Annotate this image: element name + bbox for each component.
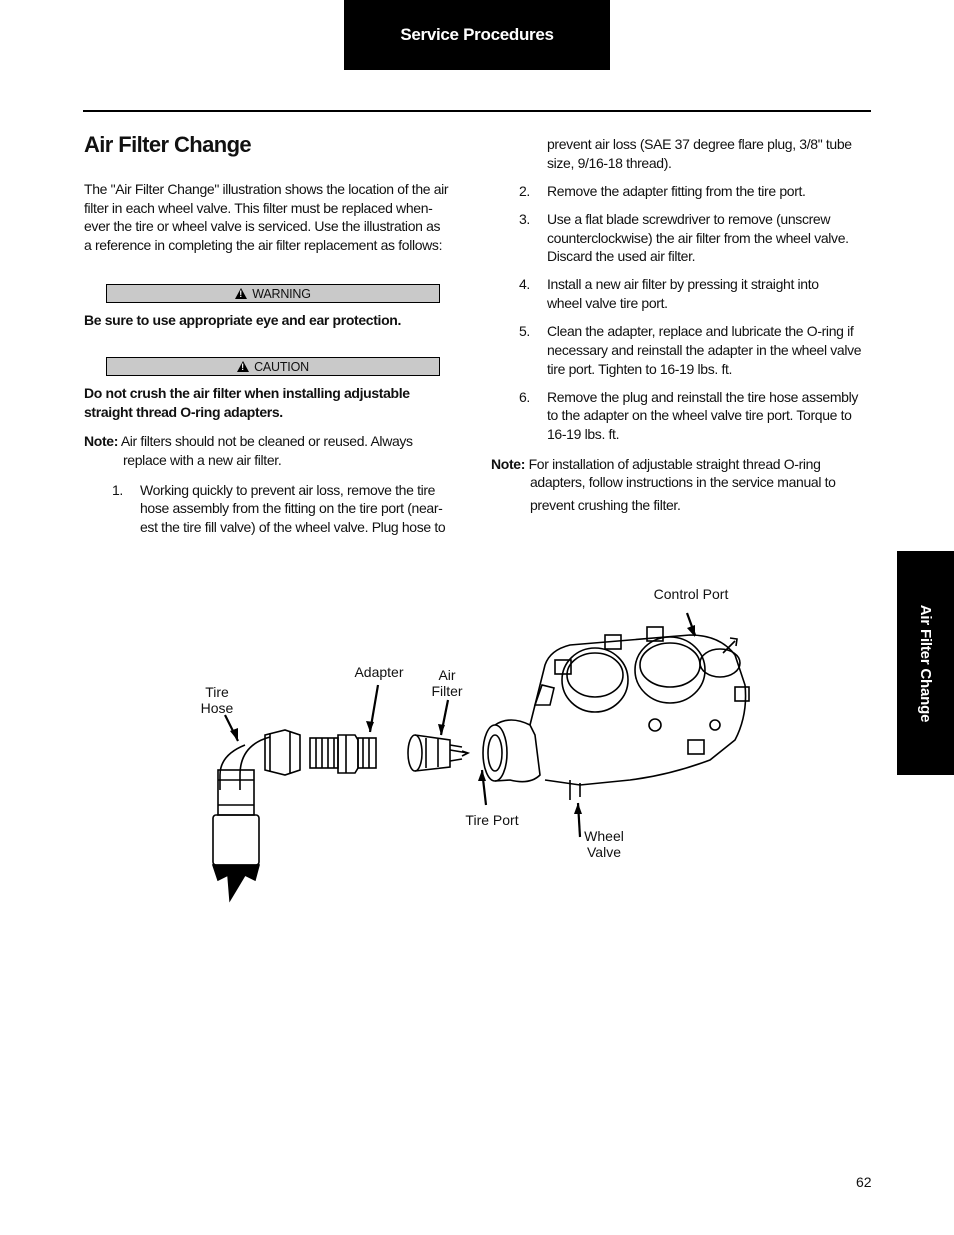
step-text: Install a new air filter by pressing it straight into bbox=[547, 276, 819, 292]
step-number: 1. bbox=[112, 482, 123, 498]
note-text: replace with a new air filter. bbox=[123, 452, 282, 468]
step-text: Clean the adapter, replace and lubricate the O-ring if bbox=[547, 323, 854, 339]
step-text: prevent air loss (SAE 37 degree flare plug, 3/8" tube bbox=[547, 136, 852, 152]
label-tire-hose: Hose bbox=[200, 700, 234, 716]
side-tab-label: Air Filter Change bbox=[917, 604, 935, 722]
note-text: For installation of adjustable straight thread O-ring bbox=[528, 456, 821, 472]
step-text: to the adapter on the wheel valve tire port. Torque to bbox=[547, 407, 852, 423]
step-number: 5. bbox=[519, 323, 530, 339]
page-number: 62 bbox=[856, 1174, 872, 1190]
step-text: Working quickly to prevent air loss, remove the tire bbox=[140, 482, 436, 498]
label-wheel-valve: Wheel bbox=[584, 828, 624, 844]
warning-banner bbox=[106, 284, 440, 303]
caution-banner bbox=[106, 357, 440, 376]
section-tab-label: Service Procedures bbox=[400, 25, 554, 44]
warning-text: Be sure to use appropriate eye and ear protection. bbox=[84, 312, 402, 328]
tire-hose-drawing bbox=[213, 730, 300, 900]
step-text: necessary and reinstall the adapter in the wheel valve bbox=[547, 342, 862, 358]
label-control-port: Control Port bbox=[653, 586, 729, 602]
step-number: 6. bbox=[519, 389, 530, 405]
label-adapter: Adapter bbox=[354, 664, 404, 680]
caution-text: Do not crush the air filter when installing adjustable bbox=[84, 385, 410, 401]
note-text: Air filters should not be cleaned or reused. Always bbox=[120, 433, 413, 449]
intro-line: The "Air Filter Change" illustration shows the location of the air bbox=[84, 181, 449, 197]
step-text: counterclockwise) the air filter from the wheel valve. bbox=[547, 230, 849, 246]
label-air-filter: Air bbox=[438, 667, 456, 683]
caution-label: CAUTION bbox=[254, 359, 309, 374]
step-number: 3. bbox=[519, 211, 530, 227]
step-number: 4. bbox=[519, 276, 530, 292]
air-filter-illustration bbox=[150, 575, 770, 915]
note-label: Note: bbox=[491, 456, 526, 472]
intro-line: ever the tire or wheel valve is serviced. Use the illustration as bbox=[84, 218, 441, 234]
step-text: hose assembly from the fitting on the tire port (near- bbox=[140, 500, 443, 516]
step-number: 2. bbox=[519, 183, 530, 199]
header-rule bbox=[83, 110, 871, 112]
step-text: Use a flat blade screwdriver to remove (unscrew bbox=[547, 211, 831, 227]
section-tab bbox=[344, 0, 610, 70]
warning-icon bbox=[235, 288, 247, 299]
label-tire-hose: Tire bbox=[205, 684, 229, 700]
intro-line: filter in each wheel valve. This filter must be replaced when- bbox=[84, 200, 433, 216]
note-label: Note: bbox=[84, 433, 119, 449]
note-2 bbox=[491, 455, 821, 474]
note-1 bbox=[84, 432, 413, 451]
note-text: prevent crushing the filter. bbox=[530, 497, 681, 513]
step-text: wheel valve tire port. bbox=[547, 295, 668, 311]
adapter-drawing bbox=[310, 735, 376, 773]
step-text: size, 9/16-18 thread). bbox=[547, 155, 672, 171]
note-text: adapters, follow instructions in the service manual to bbox=[530, 474, 836, 490]
step-text: est the tire fill valve) of the wheel valve. Plug hose to bbox=[140, 519, 446, 535]
page-title: Air Filter Change bbox=[84, 132, 252, 157]
air-filter-drawing bbox=[408, 735, 468, 771]
intro-line: a reference in completing the air filter replacement as follows: bbox=[84, 237, 443, 253]
step-text: Remove the plug and reinstall the tire hose assembly bbox=[547, 389, 858, 405]
label-tire-port: Tire Port bbox=[465, 812, 519, 828]
wheel-valve-drawing bbox=[483, 627, 749, 800]
label-air-filter: Filter bbox=[431, 683, 463, 699]
step-text: Discard the used air filter. bbox=[547, 248, 696, 264]
label-wheel-valve: Valve bbox=[587, 844, 621, 860]
step-text: Remove the adapter fitting from the tire port. bbox=[547, 183, 806, 199]
step-text: tire port. Tighten to 16-19 lbs. ft. bbox=[547, 361, 733, 377]
side-tab bbox=[897, 551, 954, 775]
caution-text: straight thread O-ring adapters. bbox=[84, 404, 283, 420]
warning-label: WARNING bbox=[252, 286, 311, 301]
step-text: 16-19 lbs. ft. bbox=[547, 426, 620, 442]
caution-icon bbox=[237, 361, 249, 372]
